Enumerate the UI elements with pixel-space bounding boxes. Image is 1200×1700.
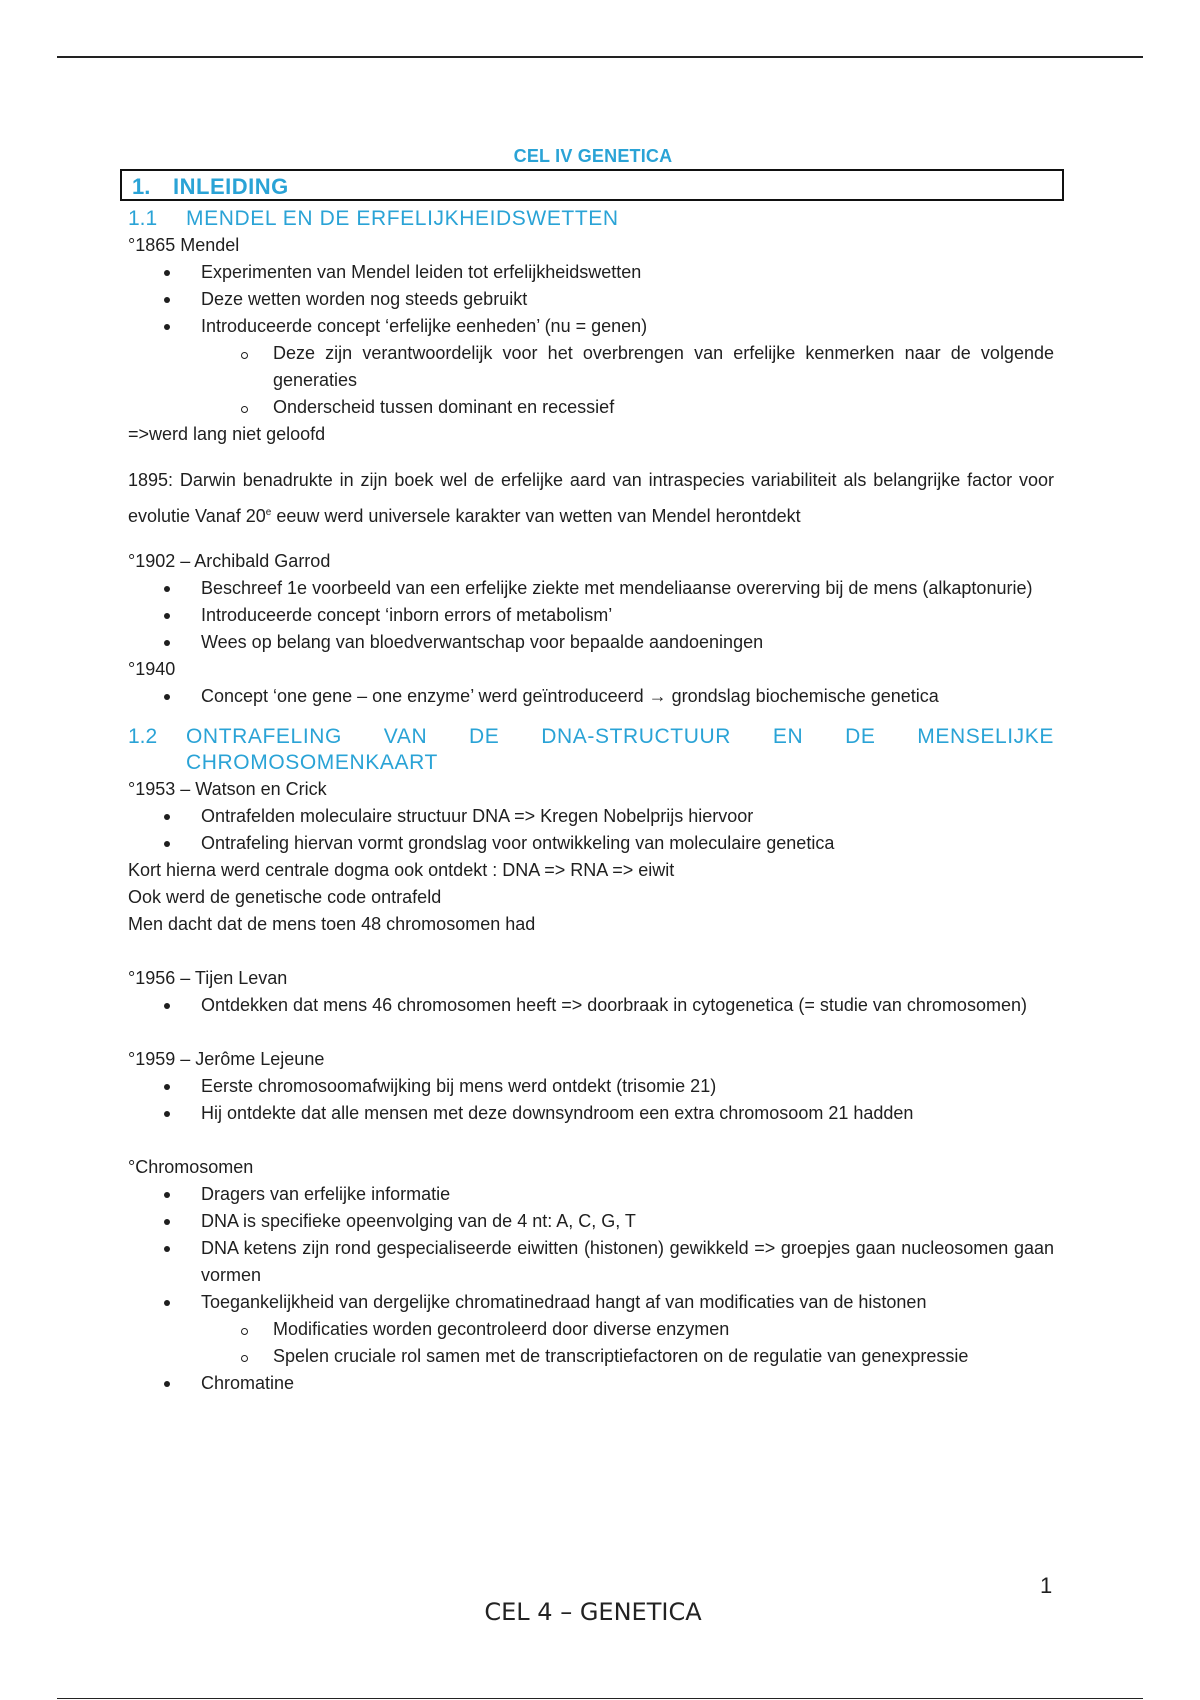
section-heading-box — [120, 169, 1064, 201]
darwin-text-a: 1895: Darwin benadrukte in zijn boek wel de erfelijke aard van intraspecies variabiliteit als belangrijke factor voor evolutie Vanaf 20 — [128, 470, 1054, 526]
subsection-heading-1-1 — [128, 206, 1054, 232]
section-title: INLEIDING — [173, 174, 289, 199]
list-item: Wees op belang van bloedverwantschap voor bepaalde aandoeningen — [128, 629, 1054, 656]
sub-list-item-text: Onderscheid tussen dominant en recessief — [273, 397, 615, 417]
tijen-heading: °1956 – Tijen Levan — [128, 968, 288, 988]
list-item: DNA ketens zijn rond gespecialiseerde eiwitten (histonen) gewikkeld => groepjes gaan nucleosomen gaan vormen — [128, 1235, 1054, 1289]
watson-line: Ook werd de genetische code ontrafeld — [128, 887, 442, 907]
sub-list-item-text: Spelen cruciale rol samen met de transcriptiefactoren on de regulatie van genexpressie — [273, 1346, 969, 1366]
lejeune-heading: °1959 – Jerôme Lejeune — [128, 1049, 325, 1069]
page-number: 1 — [1040, 1573, 1053, 1598]
list-item: Chromatine — [128, 1370, 1054, 1397]
subsection-title: MENDEL EN DE ERFELIJKHEIDSWETTEN — [186, 207, 619, 230]
list-item: Hij ontdekte dat alle mensen met deze downsyndroom een extra chromosoom 21 hadden — [128, 1100, 1054, 1127]
subsection-number: 1.1 — [128, 207, 158, 230]
watson-line: Kort hierna werd centrale dogma ook ontdekt : DNA => RNA => eiwit — [128, 860, 675, 880]
mendel-heading: °1865 Mendel — [128, 235, 240, 255]
subsection-title — [186, 724, 1054, 776]
tijen-bullets — [128, 992, 1054, 1019]
garrod-heading: °1902 – Archibald Garrod — [128, 551, 331, 571]
footer-rule — [57, 1698, 1143, 1699]
lejeune-bullets — [128, 1073, 1054, 1127]
document-body — [128, 204, 1054, 1397]
darwin-text-b: eeuw werd universele karakter van wetten van Mendel herontdekt — [271, 506, 801, 526]
subsection-number: 1.2 — [128, 725, 158, 748]
list-item: Beschreef 1e voorbeeld van een erfelijke ziekte met mendeliaanse overerving bij de mens (alkaptonurie) — [128, 575, 1054, 602]
subsection-heading-1-2 — [128, 724, 1054, 776]
mendel-sub-bullets — [128, 340, 1054, 421]
chromosomen-heading: °Chromosomen — [128, 1157, 254, 1177]
mendel-bullets — [128, 259, 1054, 421]
page-footer: CEL 4 – GENETICA — [484, 1598, 702, 1626]
sub-list-item — [127, 1316, 1054, 1343]
list-item: Eerste chromosoomafwijking bij mens werd ontdekt (trisomie 21) — [128, 1073, 1054, 1100]
chromosomen-sub-bullets — [128, 1316, 1054, 1370]
list-item: DNA is specifieke opeenvolging van de 4 nt: A, C, G, T — [128, 1208, 1054, 1235]
sub-list-item — [127, 1343, 1054, 1370]
mendel-note: =>werd lang niet geloofd — [128, 424, 326, 444]
list-item: Concept ‘one gene – one enzyme’ werd geïntroduceerd → grondslag biochemische genetica — [128, 683, 1054, 710]
list-item: Experimenten van Mendel leiden tot erfelijkheidswetten — [128, 259, 1054, 286]
document-title: CEL IV GENETICA — [513, 146, 673, 166]
year-1940-bullets — [128, 683, 1054, 710]
section-number: 1. — [132, 174, 151, 199]
subsection-title-line-1: ONTRAFELING VAN DE DNA-STRUCTUUR EN DE MENSELIJKE — [186, 725, 1054, 748]
sub-list-item — [127, 340, 1054, 394]
list-item: Dragers van erfelijke informatie — [128, 1181, 1054, 1208]
garrod-bullets — [128, 575, 1054, 656]
list-item: Ontrafeling hiervan vormt grondslag voor ontwikkeling van moleculaire genetica — [128, 830, 1054, 857]
watson-heading: °1953 – Watson en Crick — [128, 779, 327, 799]
list-item — [128, 1289, 1054, 1370]
subsection-title-line-2: CHROMOSOMENKAART — [186, 751, 438, 774]
list-item-text: Toegankelijkheid van dergelijke chromatinedraad hangt af van modificaties van de histonen — [201, 1292, 927, 1312]
header-rule — [57, 56, 1143, 58]
list-item-text: Introduceerde concept ‘erfelijke eenheden’ (nu = genen) — [201, 316, 648, 336]
sub-list-item-text: Modificaties worden gecontroleerd door diverse enzymen — [273, 1319, 730, 1339]
watson-bullets — [128, 803, 1054, 857]
list-item: Ontdekken dat mens 46 chromosomen heeft => doorbraak in cytogenetica (= studie van chromosomen) — [128, 992, 1054, 1019]
year-1940-heading: °1940 — [128, 659, 176, 679]
darwin-paragraph — [128, 462, 1054, 534]
list-item: Ontrafelden moleculaire structuur DNA => Kregen Nobelprijs hiervoor — [128, 803, 1054, 830]
sub-list-item — [127, 394, 1054, 421]
list-item: Introduceerde concept ‘inborn errors of metabolism’ — [128, 602, 1054, 629]
sub-list-item-text: Deze zijn verantwoordelijk voor het overbrengen van erfelijke kenmerken naar de volgende generaties — [273, 343, 1054, 390]
chromosomen-bullets — [128, 1181, 1054, 1397]
watson-line: Men dacht dat de mens toen 48 chromosomen had — [128, 914, 536, 934]
list-item — [128, 313, 1054, 421]
list-item: Deze wetten worden nog steeds gebruikt — [128, 286, 1054, 313]
darwin-superscript: e — [265, 507, 272, 518]
